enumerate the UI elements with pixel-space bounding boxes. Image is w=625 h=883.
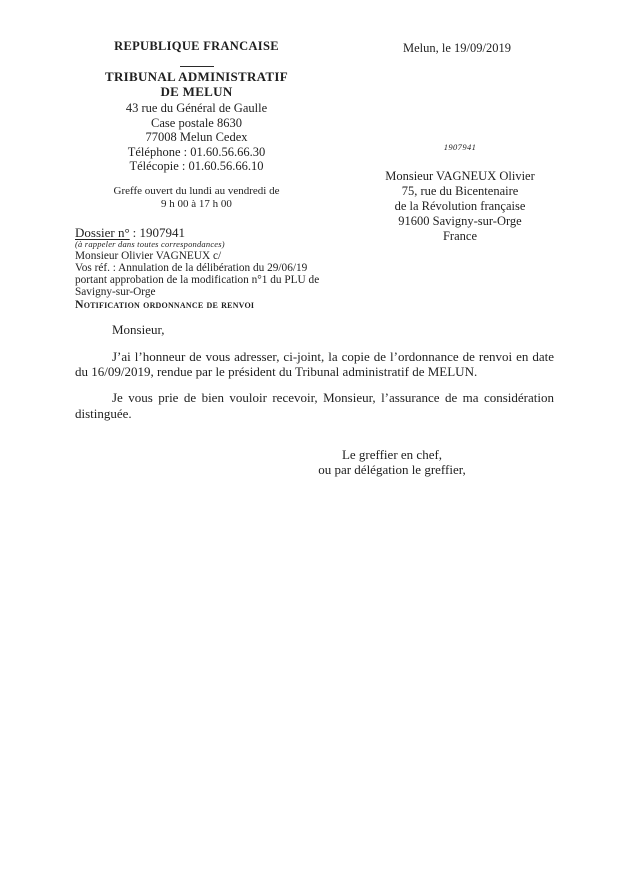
court-address-street: 43 rue du Général de Gaulle	[125, 101, 268, 115]
recipient-street: 75, rue du Bicentenaire	[401, 184, 519, 198]
office-hours	[56, 185, 337, 211]
letterhead-divider-rule	[180, 66, 214, 67]
dossier-number-label: Dossier n°	[75, 225, 130, 240]
recipient-city: 91600 Savigny-sur-Orge	[398, 214, 522, 228]
body-paragraph-2: Je vous prie de bien vouloir recevoir, Monsieur, l’assurance de ma considération distinguée.	[75, 390, 554, 421]
signature-block	[292, 447, 492, 478]
court-address-city: 77008 Melun Cedex	[145, 130, 248, 145]
court-address	[56, 101, 337, 174]
salutation: Monsieur,	[112, 322, 165, 337]
office-hours-line1: Greffe ouvert du lundi au vendredi de	[113, 184, 280, 197]
recipient-name: Monsieur VAGNEUX Olivier	[385, 169, 535, 183]
signature-title-line1: Le greffier en chef,	[341, 447, 443, 462]
dossier-number-value: : 1907941	[132, 225, 186, 240]
court-address-po-box: Case postale 8630	[151, 115, 242, 130]
court-name-line1: TRIBUNAL ADMINISTRATIF	[105, 69, 288, 84]
letter-date: Melun, le 19/09/2019	[403, 41, 511, 55]
court-phone: Téléphone : 01.60.56.66.30	[127, 144, 266, 159]
dossier-number-line	[75, 226, 375, 240]
republic-title: REPUBLIQUE FRANCAISE	[114, 39, 279, 53]
dossier-reminder-note: (à rappeler dans toutes correspondances)	[75, 239, 225, 249]
letterhead	[56, 39, 337, 211]
dossier-your-ref-line2: portant approbation de la modification n°1 du PLU de	[75, 273, 320, 286]
dossier-block	[75, 226, 375, 310]
reference-number: 1907941	[443, 142, 477, 152]
dossier-party-line: Monsieur Olivier VAGNEUX c/	[75, 249, 222, 262]
court-fax: Télécopie : 01.60.56.66.10	[129, 159, 264, 174]
letter-body	[75, 322, 554, 421]
dossier-your-ref-line1: Vos réf. : Annulation de la délibération du 29/06/19	[75, 261, 308, 274]
recipient-country: France	[442, 229, 477, 243]
office-hours-line2: 9 h 00 à 17 h 00	[161, 197, 232, 210]
signature-title-line2: ou par délégation le greffier,	[318, 462, 466, 478]
body-paragraph-1: J’ai l’honneur de vous adresser, ci-joint, la copie de l’ordonnance de renvoi en date du 16/09/2019, rendue par le président du Tribunal administratif de MELUN.	[75, 348, 554, 380]
notification-subject-line: Notification ordonnance de renvoi	[75, 296, 255, 311]
recipient-street-line2: de la Révolution française	[394, 199, 526, 213]
dossier-your-ref-line3: Savigny-sur-Orge	[75, 285, 156, 298]
court-name-line2: DE MELUN	[160, 84, 233, 99]
recipient-address-block	[360, 169, 560, 244]
